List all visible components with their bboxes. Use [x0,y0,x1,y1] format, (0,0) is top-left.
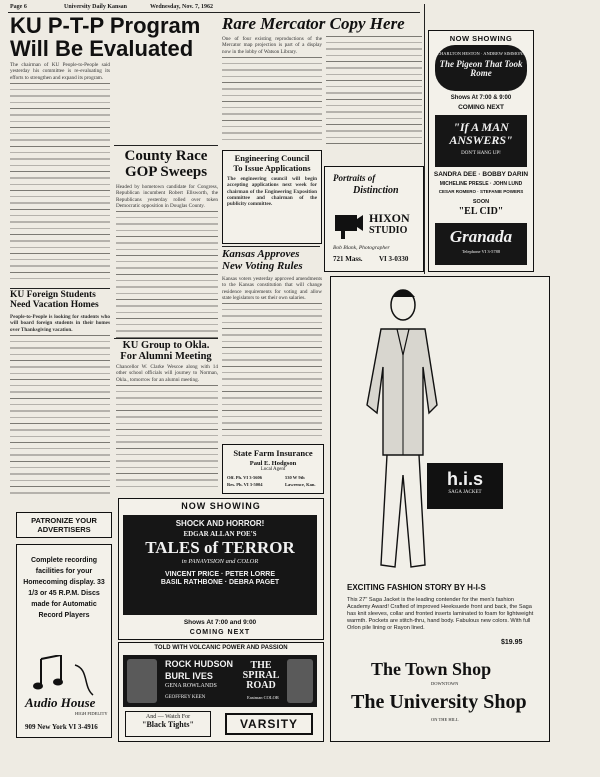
mercator-lead: One of four existing reproductions of the Mercator map projection is part of a display now in the lobby of Watson Library. [222,36,322,55]
insurance-office-phone: Off. Ph. VI 3-5606 [227,475,263,480]
spiral-cast2: BURL IVES [165,671,213,681]
hixon-ad [324,166,424,272]
his-logo-sub: SAGA JACKET [448,490,482,495]
spiral-portrait-image [127,659,157,703]
okla-headline [114,340,218,362]
spiral-cast3: GENA ROWLANDS [165,683,217,689]
his-logo-box [427,463,503,509]
council-box [222,150,322,244]
pigeon-panel [435,45,527,91]
amend-headline-line2: New Voting Rules [222,260,303,272]
foreign-headline-line1: KU Foreign Students [10,290,96,300]
ptp-headline [10,14,220,60]
terror-title-1: TALES of [145,538,219,557]
jacket-model-illustration [341,285,451,575]
university-shop-logo: The University Shop [351,691,527,713]
varsity-logo: VARSITY [225,713,313,735]
paper-name: University Daily Kansan [64,4,128,10]
granada-logo-panel [435,223,527,265]
mercator-headline: Rare Mercator Copy Here [222,14,405,33]
answers-tag: DON'T HANG UP! [461,151,501,156]
watch-for-title: "Black Tights" [142,720,194,729]
foreign-rule [10,288,110,289]
granada-phone: Telephone VI 3-5788 [461,249,501,254]
audio-house-phone: 909 New York VI 3-4916 [25,723,98,731]
patronize-line1: PATRONIZE YOUR [31,516,97,525]
terror-coming-next: COMING NEXT [189,629,251,636]
okla-headline-line2: For Alumni Meeting [120,351,212,362]
insurance-title: State Farm Insurance [233,448,313,458]
ptp-headline-line1: KU P-T-P Program [10,13,201,38]
terror-title-2: TERROR [222,538,295,557]
spiral-portrait2-image [287,659,313,703]
foreign-headline-line2: Need Vacation Homes [10,300,99,310]
terror-times: Shows At 7:00 and 9:00 [183,619,257,626]
insurance-city: Lawrence, Kan. [285,482,316,487]
granada-ad [428,30,534,272]
ptp-lead: The chairman of KU People-to-People said yesterday his committee is re-evaluating its efforts to strengthen and expand its program. [10,62,110,81]
column-rule [424,4,425,274]
amend-rule [222,246,320,247]
audio-house-sub: HIGH FIDELITY [75,711,108,716]
town-shop-logo: The Town Shop [371,659,492,679]
race-headline-line2: GOP Sweeps [124,164,208,180]
spiral-cast1: ROCK HUDSON [165,659,234,669]
mercator-article-2 [326,36,422,146]
el-cid-title: "EL CID" [458,206,504,217]
issue-date: Wednesday, Nov. 7, 1962 [150,4,214,10]
insurance-res-phone: Res. Ph. VI 3-5004 [227,482,263,487]
university-shop-sub: ON THE HILL [431,717,459,722]
hixon-photographer: Bob Blank, Photographer [333,245,390,251]
watch-for-box [125,711,211,737]
insurance-agent: Paul E. Hodgson [249,460,297,467]
race-article-body [116,211,218,339]
race-headline [114,148,218,180]
foreign-lead: People-to-People is looking for students who will board foreign students in their homes over Thanksgiving vacation. [10,314,110,333]
hixon-name: HIXON [369,211,410,225]
ptp-article [10,62,110,285]
answers-title: "If A MAN ANSWERS" [449,120,513,147]
council-headline [223,154,321,173]
pigeon-title: The Pigeon That Took Rome [439,59,523,78]
amend-article [222,276,322,438]
council-article: The engineering council will begin accepting applications next week for chairman of the Engineering Exposition committee and chairman of the publicity committee. [227,176,317,208]
his-price: $19.95 [501,639,523,646]
spiral-cast4: GEOFFREY KEEN [165,695,206,700]
patronize-line2: ADVERTISERS [37,525,91,534]
spiral-ad [118,642,324,742]
race-headline-line1: County Race [124,148,208,164]
terror-format: in PANAVISION and COLOR [181,558,259,565]
hixon-name2: STUDIO [369,225,408,236]
his-ad [330,276,550,742]
answers-panel [435,115,527,167]
hixon-line1: Portraits of [333,173,376,183]
okla-article [116,364,218,494]
okla-rule [114,338,218,339]
amend-article-body [222,303,322,438]
pigeon-cast: CHARLTON HESTON · ANDREW SIMMONS [436,51,526,56]
council-headline-line1: Engineering Council [234,153,310,163]
terror-presents: EDGAR ALLAN POE'S [183,530,257,538]
race-lead: Headed by hometown candidate for Congress, Republican incumbent Robert Ellsworth, the Republicans yesterday rolled over token Democratic opposition in Douglas County. [116,184,218,209]
his-headline: EXCITING FASHION STORY BY H-I-S [347,583,486,592]
ptp-article-body [10,83,110,283]
insurance-role: Local Agent [260,467,286,472]
terror-cast1: VINCENT PRICE · PETER LORRE [164,571,276,578]
his-body: This 27" Saga Jacket is the leading contender for the men's fashion Academy Award! Crafted of improved Heeksuede front and back, the Saga has knit sleeves, collar and fronted inserts laminated to foam for lightweight warmth. Pockets are stitch-thru, hand body. Fabulous new colors. With full Orlon pile lining or Rayon lined. [347,597,534,631]
spiral-panel [123,655,317,707]
council-headline-line2: To Issue Applications [233,162,311,173]
race-rule [114,145,218,146]
patronize-ad [16,512,112,538]
foreign-article-body [10,335,110,497]
spiral-color: Eastman COLOR [247,695,279,700]
terror-title [123,539,317,556]
terror-cast2: BASIL RATHBONE · DEBRA PAGET [160,579,280,586]
watch-for-label: And — Watch For [145,714,191,720]
insurance-address: 530 W 9th [285,475,305,480]
spiral-tag: TOLD WITH VOLCANIC POWER AND PASSION [154,645,288,651]
camera-silhouette-icon [333,207,363,239]
amend-lead: Kansas voters yesterday approved amendments to the Kansas constitution that will change residence requirements for voting and allow state legislators to set their own salaries. [222,276,322,301]
hixon-line2: Distinction [353,185,399,196]
foreign-headline [10,290,110,310]
okla-headline-line1: KU Group to Okla. [122,340,210,351]
granada-times: Shows At 7:00 & 9:00 [450,95,512,101]
ptp-headline-line2: Will Be Evaluated [10,36,194,61]
spiral-title: THE SPIRAL ROAD [242,660,280,691]
audio-house-name: Audio House [25,695,96,710]
granada-soon: SOON [472,199,490,205]
hixon-address: 721 Mass. [333,255,363,263]
granada-coming: COMING NEXT [458,104,504,111]
his-logo: h.i.s [446,469,483,489]
mercator-article-1 [222,36,322,146]
audio-house-text: Complete recording facilities for your Homecoming display. 33 1/3 or 45 R.P.M. Discs made for Automatic Record Players [23,557,105,619]
audio-house-ad [16,544,112,738]
okla-article-body [116,385,218,487]
answers-cast1: SANDRA DEE · BOBBY DARIN [433,171,529,178]
granada-now-showing: NOW SHOWING [449,34,513,43]
hixon-phone: VI 3-0330 [379,255,409,263]
amend-headline-line1: Kansas Approves [222,248,300,260]
mercator-article-body [222,57,322,145]
answers-cast2: MICHELINE PRESLE · JOHN LUND [439,181,523,187]
race-article [116,184,218,339]
answers-cast3: CESAR ROMERO · STEFANIE POWERS [438,189,524,194]
amend-headline [222,248,322,272]
terror-now-showing: NOW SHOWING [181,501,261,511]
page-number: Page 6 [10,4,27,10]
insurance-ad [222,444,324,494]
town-shop-sub: DOWNTOWN [431,681,459,686]
okla-lead: Chancellor W. Clarke Wescoe along with 14 other school officials will journey to Norman, Okla., tomorrow for an alumni meeting. [116,364,218,383]
granada-logo: Granada [449,227,513,246]
foreign-article [10,314,110,506]
terror-ad [118,498,324,640]
terror-tag: SHOCK AND HORROR! [175,519,265,528]
terror-panel [123,515,317,615]
